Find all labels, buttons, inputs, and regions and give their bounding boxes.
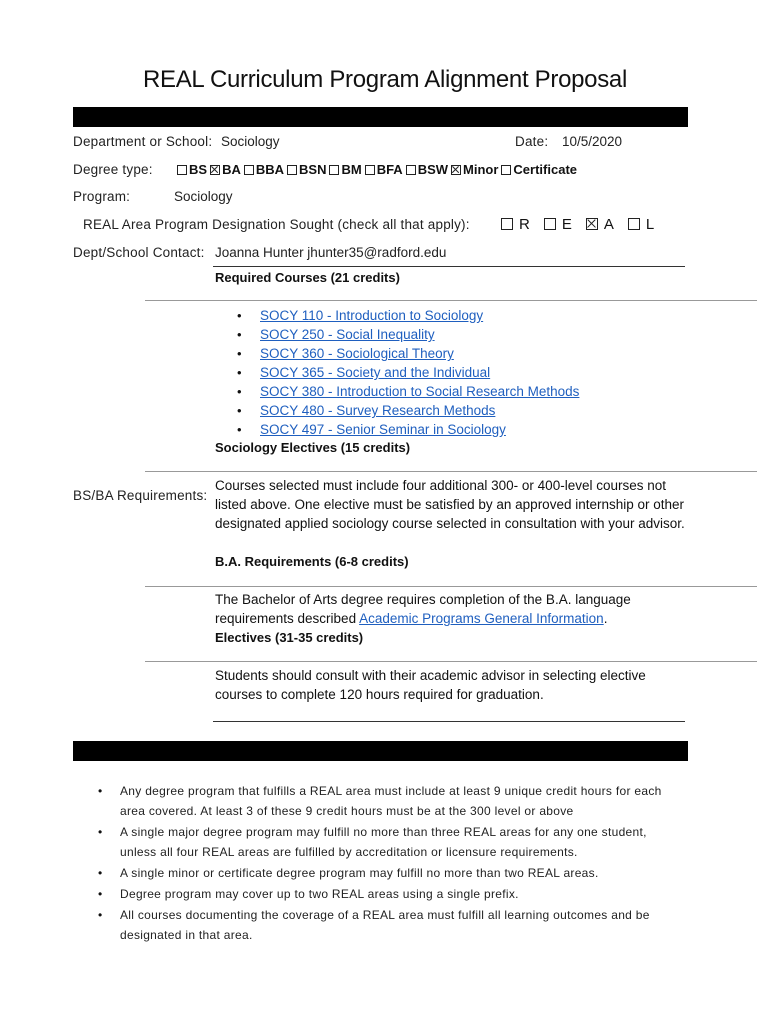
course-list	[215, 306, 579, 439]
checkbox-icon[interactable]	[287, 165, 297, 175]
program-label: Program:	[73, 189, 131, 204]
list-item	[215, 325, 579, 344]
note-item: • A single major degree program may fulfill no more than three REAL areas for any one student, unless all four REAL areas are fulfilled by accreditation or licensure requirements.	[94, 822, 674, 862]
note-item: • Degree program may cover up to two REAL areas using a single prefix.	[94, 884, 674, 904]
contact-label: Dept/School Contact:	[73, 245, 205, 260]
real-option-label: E	[561, 216, 573, 233]
degree-option-label: BA	[222, 162, 241, 177]
program-value: Sociology	[174, 189, 233, 204]
course-link[interactable]: SOCY 110 - Introduction to Sociology	[260, 308, 484, 323]
real-option-label: A	[603, 216, 615, 233]
checkbox-icon[interactable]	[244, 165, 254, 175]
degree-option-bs[interactable]	[176, 162, 207, 177]
course-link[interactable]: SOCY 365 - Society and the Individual	[260, 365, 491, 380]
real-area-label: REAL Area Program Designation Sought (check all that apply):	[83, 217, 470, 232]
real-option-a[interactable]	[585, 216, 615, 233]
degree-option-ba[interactable]	[209, 162, 241, 177]
list-item	[215, 420, 579, 439]
degree-option-bba[interactable]	[243, 162, 284, 177]
degree-type-options	[176, 162, 579, 177]
ba-text-end: .	[603, 611, 608, 626]
real-area-options	[500, 216, 667, 233]
checkbox-icon[interactable]	[501, 165, 511, 175]
electives-heading: Electives (31-35 credits)	[215, 630, 364, 645]
academic-programs-link[interactable]: Academic Programs General Information	[359, 611, 604, 626]
divider	[145, 471, 757, 472]
list-item	[215, 363, 579, 382]
dept-value: Sociology	[221, 134, 280, 149]
degree-option-label: Certificate	[513, 162, 577, 177]
ba-requirements-text	[215, 590, 675, 628]
degree-option-label: BBA	[255, 162, 285, 177]
real-option-r[interactable]	[500, 216, 531, 233]
checkbox-icon[interactable]	[544, 218, 556, 230]
course-link[interactable]: SOCY 360 - Sociological Theory	[260, 346, 454, 361]
checked-box-icon[interactable]	[586, 218, 598, 230]
contact-underline	[213, 266, 685, 267]
ba-requirements-heading: B.A. Requirements (6-8 credits)	[215, 554, 409, 569]
checkbox-icon[interactable]	[628, 218, 640, 230]
sociology-electives-heading: Sociology Electives (15 credits)	[215, 440, 411, 455]
electives-text: Courses selected must include four additional 300- or 400-level courses not listed above. One elective must be satisfied by an approved internship or other designated applied sociology course selected in consultation with your advisor.	[215, 478, 685, 531]
degree-option-bm[interactable]	[328, 162, 361, 177]
degree-option-label: Minor	[463, 162, 499, 177]
note-item: • A single minor or certificate degree program may fulfill no more than two REAL areas.	[94, 863, 674, 883]
divider	[213, 721, 685, 722]
notes-list	[94, 781, 674, 946]
checked-box-icon[interactable]	[210, 165, 220, 175]
divider	[145, 300, 757, 301]
course-link[interactable]: SOCY 497 - Senior Seminar in Sociology	[260, 422, 506, 437]
degree-option-label: BSN	[299, 162, 327, 177]
degree-type-label: Degree type:	[73, 162, 153, 177]
real-option-l[interactable]	[627, 216, 655, 233]
header-bar	[73, 107, 688, 127]
real-option-label: R	[519, 216, 531, 233]
degree-option-bfa[interactable]	[364, 162, 403, 177]
course-link[interactable]: SOCY 480 - Survey Research Methods	[260, 403, 496, 418]
date-value: 10/5/2020	[562, 134, 623, 149]
checkbox-icon[interactable]	[329, 165, 339, 175]
dept-label: Department or School:	[73, 134, 213, 149]
requirements-label: BS/BA Requirements:	[73, 488, 208, 503]
checkbox-icon[interactable]	[177, 165, 187, 175]
real-option-label: L	[645, 216, 656, 233]
note-item: • All courses documenting the coverage of a REAL area must fulfill all learning outcomes and be designated in that area.	[94, 905, 674, 945]
list-item	[215, 401, 579, 420]
checked-box-icon[interactable]	[451, 165, 461, 175]
list-item	[215, 344, 579, 363]
course-link[interactable]: SOCY 250 - Social Inequality	[260, 327, 435, 342]
degree-option-minor[interactable]	[450, 162, 498, 177]
real-option-e[interactable]	[543, 216, 573, 233]
degree-option-label: BSW	[417, 162, 449, 177]
notes-bar	[73, 741, 688, 761]
divider	[145, 586, 757, 587]
contact-value: Joanna Hunter jhunter35@radford.edu	[215, 245, 447, 260]
degree-option-bsw[interactable]	[405, 162, 448, 177]
list-item	[215, 382, 579, 401]
degree-option-label: BS	[189, 162, 208, 177]
degree-option-certificate[interactable]	[500, 162, 577, 177]
date-label: Date:	[515, 134, 549, 149]
note-item: • Any degree program that fulfills a REAL area must include at least 9 unique credit hours for each area covered. At least 3 of these 9 credit hours must be at the 300 level or above	[94, 781, 674, 821]
consult-text: Students should consult with their academic advisor in selecting elective courses to complete 120 hours required for graduation.	[215, 668, 646, 702]
list-item	[215, 306, 579, 325]
checkbox-icon[interactable]	[365, 165, 375, 175]
course-link[interactable]: SOCY 380 - Introduction to Social Research Methods	[260, 384, 580, 399]
degree-option-bsn[interactable]	[286, 162, 326, 177]
degree-option-label: BM	[341, 162, 362, 177]
page-title: REAL Curriculum Program Alignment Proposal	[142, 66, 628, 93]
ba-text: The Bachelor of Arts degree requires completion of the B.A. language requirements described	[215, 592, 631, 626]
divider	[145, 661, 757, 662]
checkbox-icon[interactable]	[501, 218, 513, 230]
degree-option-label: BFA	[376, 162, 403, 177]
required-courses-heading: Required Courses (21 credits)	[215, 270, 400, 285]
checkbox-icon[interactable]	[406, 165, 416, 175]
